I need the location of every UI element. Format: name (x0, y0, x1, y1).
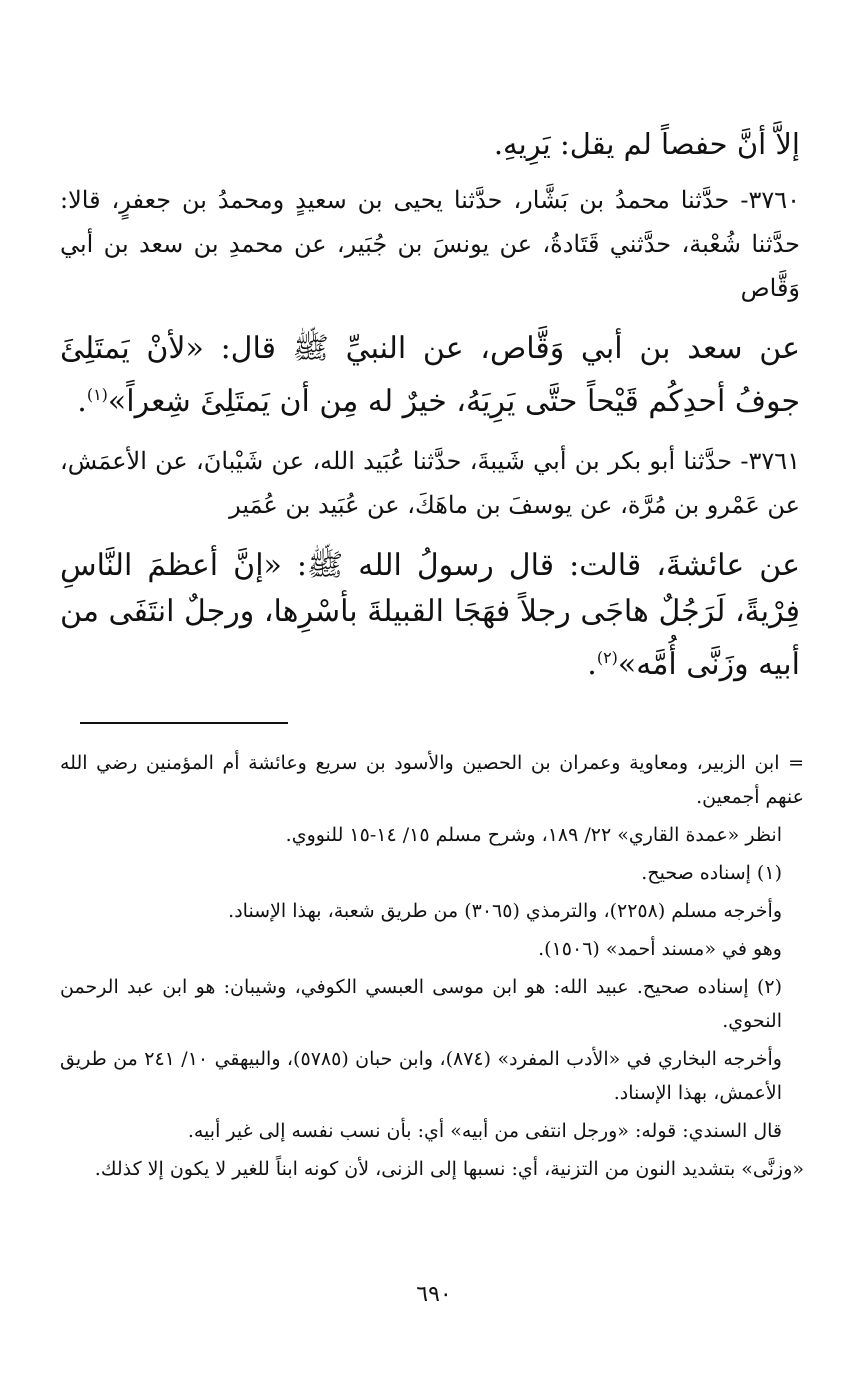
hadith-3761-matn (60, 543, 800, 688)
footnote-separator (80, 722, 288, 724)
hadith-3760-tail: . (77, 384, 87, 419)
hadith-3760-matn-text: عن سعد بن أبي وَقَّاص، عن النبيِّ ﷺ قال: «لأنْ يَمتَلِئَ جوفُ أحدِكُم قَيْحاً حتَّى يَرِيَهُ، خيرٌ له مِن أن يَمتَلِئَ شِعراً» (60, 331, 800, 419)
footnotes (60, 746, 804, 1190)
footnote-paragraph: انظر «عمدة القاري» ٢٢/ ١٨٩، وشرح مسلم ١٥/ ١٤-١٥ للنووي. (285, 824, 782, 846)
main-text (60, 118, 800, 702)
footnote-paragraph: (٢) إسناده صحيح. عبيد الله: هو ابن موسى العبسي الكوفي، وشيبان: هو ابن عبد الرحمن النحوي. (60, 976, 782, 1032)
footnote-paragraph: وأخرجه البخاري في «الأدب المفرد» (٨٧٤)، وابن حبان (٥٧٨٥)، والبيهقي ١٠/ ٢٤١ من طريق الأعمش، بهذا الإسناد. (60, 1048, 782, 1104)
footnote-ref-2: (٢) (596, 648, 618, 667)
hadith-3760-isnad: ٣٧٦٠- حدَّثنا محمدُ بن بَشَّار، حدَّثنا يحيى بن سعيدٍ ومحمدُ بن جعفرٍ، قالا: حدَّثنا شُعْبة، حدَّثني قَتَادةُ، عن يونسَ بن جُبَير، عن محمدِ بن سعد بن أبي وَقَّاص (60, 186, 800, 302)
footnote-ref-1: (١) (86, 385, 108, 404)
continuation-line: إلاَّ أنَّ حفصاً لم يقل: يَرِيهِ. (493, 127, 800, 161)
hadith-3761-isnad: ٣٧٦١- حدَّثنا أبو بكر بن أبي شَيبةَ، حدَّثنا عُبَيد الله، عن شَيْبانَ، عن الأعمَش، عن عَمْرو بن مُرَّة، عن يوسفَ بن ماهَكَ، عن عُبَيد بن عُمَير (60, 447, 800, 519)
hadith-3761-matn-text: عن عائشةَ، قالت: قال رسولُ الله ﷺ: «إنَّ أعظمَ النَّاسِ فِرْيةً، لَرَجُلٌ هاجَى رجلاً فهَجَا القبيلةَ بأسْرِها، ورجلٌ انتَفَى من أبيه وزَنَّى أُمَّه» (60, 548, 800, 682)
footnote-paragraph: (١) إسناده صحيح. (641, 862, 782, 884)
footnote-paragraph: «وزنَّى» بتشديد النون من التزنية، أي: نسبها إلى الزنى، لأن كونه ابناً للغير لا يكون إلا كذلك. (94, 1158, 804, 1180)
footnote-paragraph: = ابن الزبير، ومعاوية وعمران بن الحصين والأسود بن سريع وعائشة أم المؤمنين رضي الله عنهم أجمعين. (60, 752, 804, 808)
footnote-paragraph: وهو في «مسند أحمد» (١٥٠٦). (538, 938, 782, 960)
hadith-3761-tail: . (587, 647, 597, 682)
footnote-paragraph: قال السندي: قوله: «ورجل انتفى من أبيه» أي: بأن نسب نفسه إلى غير أبيه. (187, 1120, 782, 1142)
page-number: ٦٩٠ (416, 1282, 452, 1307)
footnote-paragraph: وأخرجه مسلم (٢٢٥٨)، والترمذي (٣٠٦٥) من طريق شعبة، بهذا الإسناد. (228, 900, 782, 922)
hadith-3760-matn (60, 326, 800, 425)
